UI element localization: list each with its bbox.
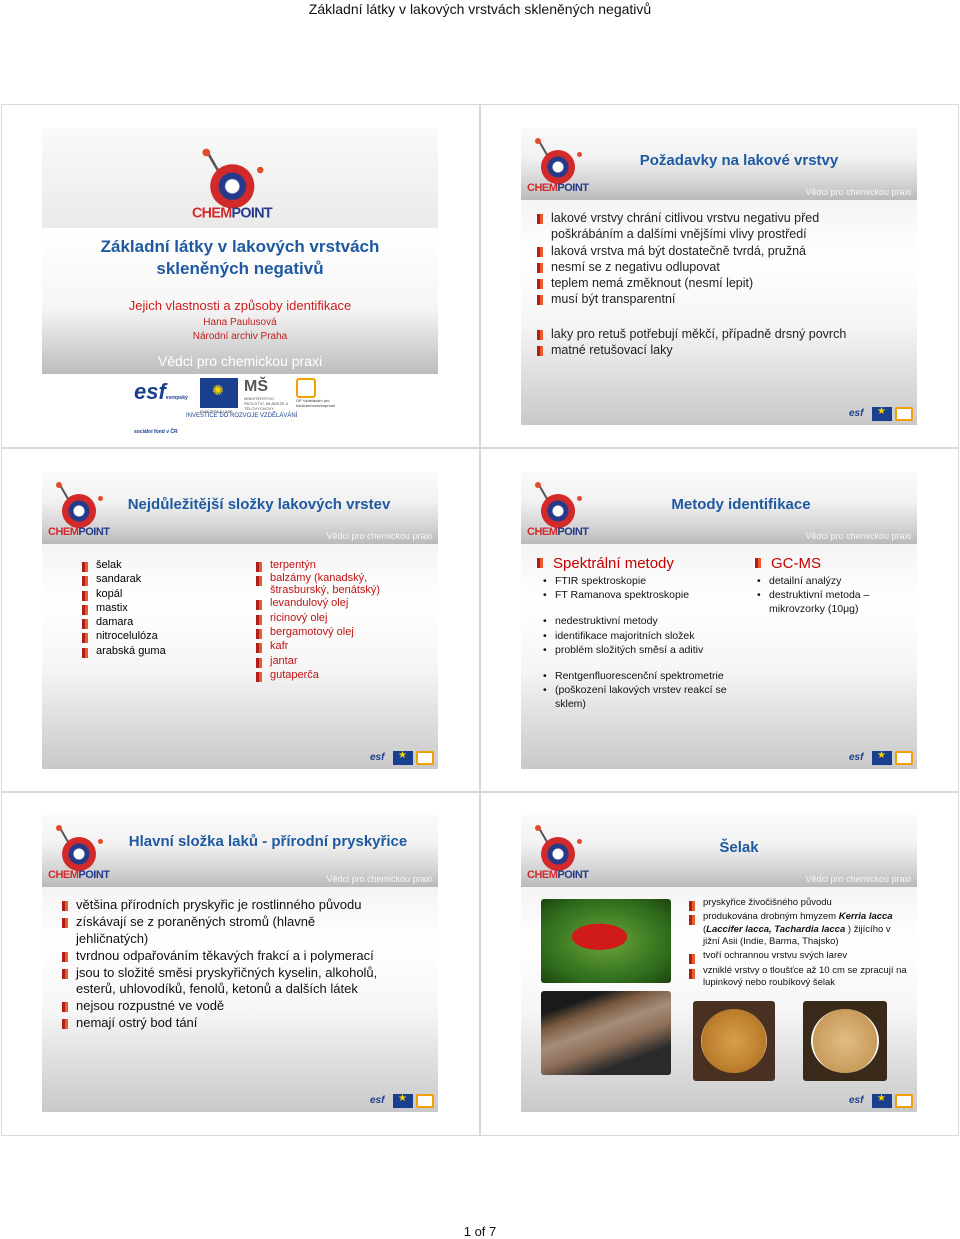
sponsor-text: INVESTICE DO ROZVOJE VZDĚLÁVÁNÍ: [186, 413, 298, 419]
list-item: arabská guma: [80, 644, 220, 658]
list-item: jantar: [254, 654, 414, 668]
eu-logos: esf ★: [370, 1094, 434, 1108]
list-item: • problém složitých směsí a aditiv: [541, 643, 751, 657]
lac-insect-photo: [541, 899, 671, 983]
slide-requirements: [521, 128, 917, 425]
eu-logos: esf ★: [370, 751, 434, 765]
list-item: • FT Ramanova spektroskopie: [541, 588, 751, 602]
slide-heading: Nejdůležitější složky lakových vrstev: [127, 496, 391, 513]
slide-title: [42, 128, 438, 435]
spectral-methods-list: [541, 574, 751, 711]
shellac-list: [687, 897, 907, 989]
band-tag: Vědci pro chemickou praxi: [805, 874, 911, 884]
list-item: mastix: [80, 601, 220, 615]
list-item: nemají ostrý bod tání: [60, 1015, 390, 1032]
list-item: • FTIR spektroskopie: [541, 574, 751, 588]
eu-logos: esf ★: [849, 1094, 913, 1108]
list-item: pryskyřice živočišného původu: [687, 897, 907, 909]
slide-title-heading: Základní látky v lakových vrstvách skleněných negativů: [100, 237, 380, 278]
components-list-2: [254, 558, 414, 682]
shellac-flakes-photo: [693, 1001, 775, 1081]
list-item: kafr: [254, 639, 414, 653]
eu-logos: esf ★: [849, 407, 913, 421]
list-item: teplem nemá změknout (nesmí lepit): [535, 275, 865, 291]
requirements-list: [535, 210, 865, 358]
band-tag: Vědci pro chemickou praxi: [326, 531, 432, 541]
list-item: lakové vrstvy chrání citlivou vrstvu negativu před poškrábáním a dalšími vnějšími vlivy prostředí: [535, 210, 865, 243]
list-item: produkována drobným hmyzem Kerria lacca (Laccifer lacca, Tachardia lacca ) žijícího v jižní Asii (Indie, Barma, Thajsko): [687, 911, 907, 948]
list-item: • destruktivní metoda – mikrovzorky (10μg): [755, 588, 895, 616]
list-item: tvrdnou odpařováním těkavých frakcí a i polymerací: [60, 948, 390, 965]
msmt-logo: MŠ MINISTERSTVO ŠKOLSTVÍ, MLÁDEŽE A TĚLOVÝCHOVY: [244, 378, 289, 411]
list-item: • Rentgenfluorescenční spektrometrie: [541, 669, 751, 683]
list-item: tvoří ochrannou vrstvu svých larev: [687, 950, 907, 962]
page-header: Základní látky v lakových vrstvách skleněných negativů: [308, 1, 652, 17]
shellac-powder-photo: [803, 1001, 887, 1081]
institution: Národní archiv Praha: [192, 331, 288, 342]
slide-subtitle: Jejich vlastnosti a způsoby identifikace: [128, 298, 352, 313]
resins-list: [60, 897, 390, 1032]
band-tag: Vědci pro chemickou praxi: [805, 531, 911, 541]
list-item: šelak: [80, 558, 220, 572]
chempoint-logo: CHEMPOINT: [192, 146, 275, 224]
list-item: • detailní analýzy: [755, 574, 895, 588]
list-item: terpentýn: [254, 558, 414, 572]
list-item: nitrocelulóza: [80, 629, 220, 643]
list-item: kopál: [80, 587, 220, 601]
chempoint-logo: CHEMPOINT: [527, 823, 591, 883]
list-item: vzniklé vrstvy o tloušťce až 10 cm se zpracují na lupinkový nebo roubíkový šelak: [687, 965, 907, 990]
eu-logos: esf ★: [849, 751, 913, 765]
list-item: • (poškození lakových vrstev reakcí se sklem): [541, 683, 751, 711]
chempoint-logo: CHEMPOINT: [48, 823, 112, 883]
gcms-list: [755, 574, 895, 617]
author: Hana Paulusová: [203, 317, 277, 328]
motto: Vědci pro chemickou praxi: [157, 353, 323, 369]
list-item: sandarak: [80, 572, 220, 586]
esf-logo: esfevropský sociální fond v ČR: [134, 379, 188, 435]
method-heading-2: GC-MS: [753, 554, 821, 574]
list-item: damara: [80, 615, 220, 629]
list-item: získávají se z poraněných stromů (hlavně jehličnatých): [60, 914, 390, 948]
chempoint-logo: CHEMPOINT: [527, 480, 591, 540]
method-heading-1: Spektrální metody: [535, 554, 674, 574]
slide-heading: Šelak: [719, 839, 759, 856]
components-list-1: [80, 558, 220, 658]
slide-heading: Metody identifikace: [671, 496, 811, 513]
list-item: gutaperča: [254, 668, 414, 682]
slide-shellac: [521, 815, 917, 1112]
list-item: • identifikace majoritních složek: [541, 629, 751, 643]
slide-components: [42, 472, 438, 769]
list-item: • nedestruktivní metody: [541, 614, 751, 628]
list-item: jsou to složité směsi pryskyřičných kyselin, alkoholů, esterů, uhlovodíků, fenolů, ketonů a dalších látek: [60, 965, 390, 999]
band-tag: Vědci pro chemickou praxi: [326, 874, 432, 884]
list-item: matné retušovací laky: [535, 342, 865, 358]
list-item: levandulový olej: [254, 596, 414, 610]
slide-methods: [521, 472, 917, 769]
list-item: ricinový olej: [254, 611, 414, 625]
list-item: většina přírodních pryskyřic je rostlinného původu: [60, 897, 390, 914]
op-logo: OP Vzdělávání pro konkurenceschopnost: [296, 378, 342, 408]
slide-resins: [42, 815, 438, 1112]
list-item: nejsou rozpustné ve vodě: [60, 998, 390, 1015]
band-tag: Vědci pro chemickou praxi: [805, 187, 911, 197]
list-item: musí být transparentní: [535, 291, 865, 307]
list-item: nesmí se z negativu odlupovat: [535, 259, 865, 275]
chempoint-logo: CHEMPOINT: [48, 480, 112, 540]
slide-heading: Hlavní složka laků - přírodní pryskyřice: [128, 833, 408, 850]
slide-heading: Požadavky na lakové vrstvy: [639, 152, 839, 169]
list-item: laková vrstva má být dostatečně tvrdá, pružná: [535, 243, 865, 259]
chempoint-logo: CHEMPOINT: [527, 136, 591, 196]
list-item: laky pro retuš potřebují měkčí, případně drsný povrch: [535, 326, 865, 342]
page-footer: 1 of 7: [463, 1224, 497, 1239]
eu-flag-logo: ✺ EVROPSKÁ UNIE: [200, 378, 238, 408]
list-item: bergamotový olej: [254, 625, 414, 639]
list-item: balzámy (kanadský, štrasburský, benátský): [254, 572, 414, 596]
shellac-branch-photo: [541, 991, 671, 1075]
